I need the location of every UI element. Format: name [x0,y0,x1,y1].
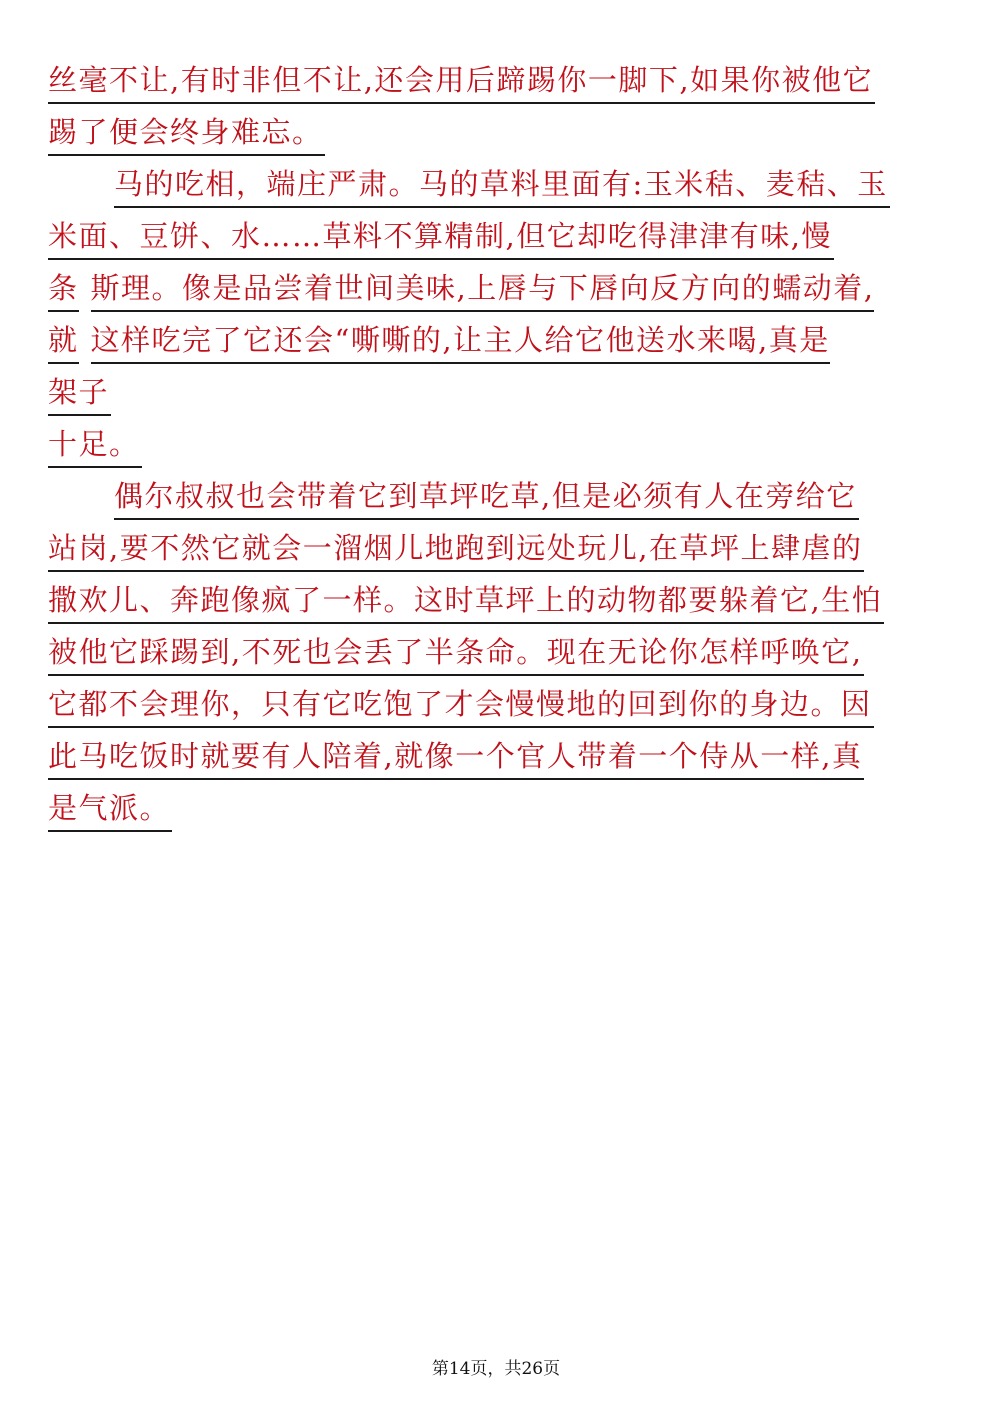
essay-body [48,56,948,836]
text-line [48,420,948,472]
line-text: 十足。 [48,422,142,468]
line-text: 斯理。像是品尝着世间美味,上唇与下唇向反方向的蠕动着, [91,266,875,312]
line-prefix: 就 [48,318,79,364]
text-line [48,264,948,316]
line-text: 马的吃相，端庄严肃。马的草料里面有:玉米秸、麦秸、玉 [114,162,890,208]
line-text: 它都不会理你，只有它吃饱了才会慢慢地的回到你的身边。因 [48,682,874,728]
text-line [48,368,948,420]
line-text: 被他它踩踢到,不死也会丢了半条命。现在无论你怎样呼唤它, [48,630,864,676]
page-number-footer: 第14页，共26页 [431,1359,561,1379]
text-line [48,108,948,160]
line-text: 踢了便会终身难忘。 [48,110,325,156]
line-text: 撒欢儿、奔跑像疯了一样。这时草坪上的动物都要躲着它,生怕 [48,578,884,624]
line-text: 是气派。 [48,786,172,832]
text-line [48,56,948,108]
line-text: 此马吃饭时就要有人陪着,就像一个官人带着一个侍从一样,真 [48,734,864,780]
line-text: 丝毫不让,有时非但不让,还会用后蹄踢你一脚下,如果你被他它 [48,58,875,104]
line-prefix: 条 [48,266,79,312]
text-line [48,628,948,680]
line-text: 这样吃完了它还会“嘶嘶的,让主人给它他送水来喝,真是 [91,318,830,364]
paragraph-start-line [48,472,948,524]
text-line [48,576,948,628]
text-line [48,784,948,836]
text-line [48,212,948,264]
text-line [48,680,948,732]
text-line [48,524,948,576]
paragraph-start-line [48,160,948,212]
line-text: 偶尔叔叔也会带着它到草坪吃草,但是必须有人在旁给它 [114,474,859,520]
line-text: 架子 [48,370,111,416]
line-text: 站岗,要不然它就会一溜烟儿地跑到远处玩儿,在草坪上肆虐的 [48,526,864,572]
text-line [48,732,948,784]
line-text: 米面、豆饼、水……草料不算精制,但它却吃得津津有味,慢 [48,214,834,260]
text-line [48,316,948,368]
